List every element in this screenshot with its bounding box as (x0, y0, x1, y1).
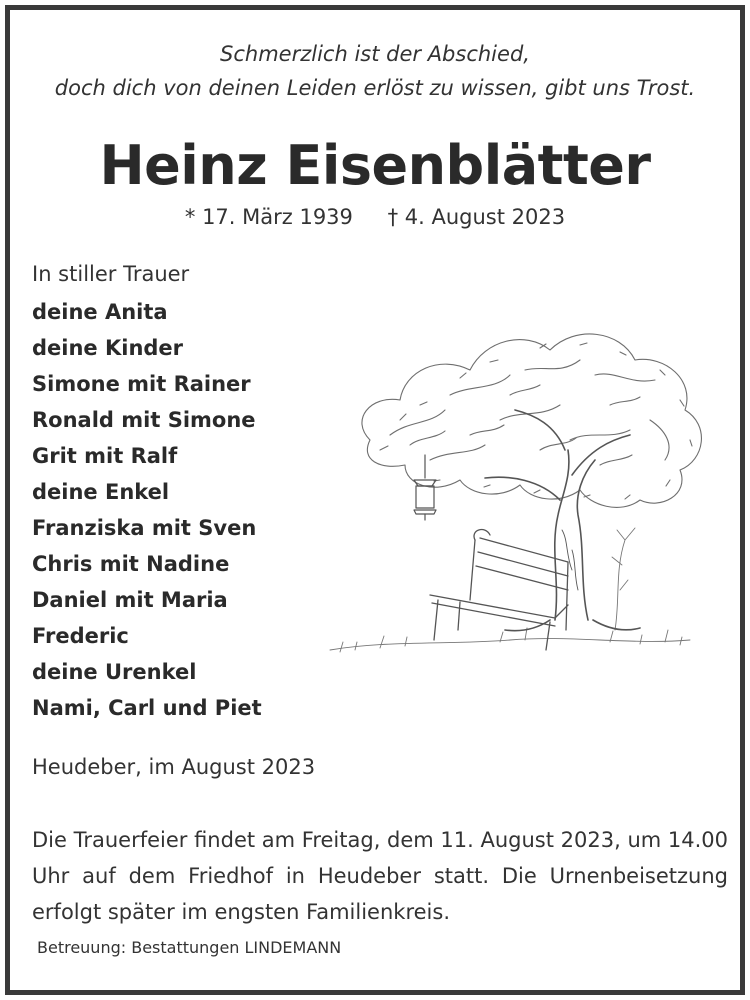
mourner-item: Grit mit Ralf (32, 444, 178, 468)
mourning-intro: In stiller Trauer (32, 262, 190, 286)
life-dates (10, 203, 740, 231)
mourner-item: deine Urenkel (32, 660, 197, 684)
motto-line-1: Schmerzlich ist der Abschied, (220, 42, 530, 66)
mourner-item: Franziska mit Sven (32, 516, 257, 540)
funeral-home: Betreuung: Bestattungen LINDEMANN (37, 938, 342, 957)
birth-date: * 17. März 1939 (184, 205, 353, 229)
ceremony-info: Die Trauerfeier findet am Freitag, dem 11. August 2023, um 14.00 Uhr auf dem Friedhof in Heudeber statt. Die Urnenbeisetzung erfolgt später im engsten Familienkreis. (32, 828, 729, 924)
motto-line-2: doch dich von deinen Leiden erlöst zu wissen, gibt uns Trost. (54, 76, 696, 100)
mourner-item: Ronald mit Simone (32, 408, 256, 432)
mourner-item: Simone mit Rainer (32, 372, 251, 396)
obituary-frame (5, 5, 745, 995)
mourner-item: Daniel mit Maria (32, 588, 228, 612)
deceased-name: Heinz Eisenblätter (99, 134, 651, 197)
mourner-item: deine Kinder (32, 336, 184, 360)
tree-bench-lantern-icon (310, 300, 720, 680)
tree-trunk (485, 410, 640, 631)
mourner-item: Nami, Carl und Piet (32, 696, 262, 720)
tree-canopy (362, 334, 701, 507)
mourner-item: deine Anita (32, 300, 168, 324)
mourner-item: Chris mit Nadine (32, 552, 230, 576)
motto (10, 37, 740, 105)
mourner-item: Frederic (32, 624, 129, 648)
mourners-list (32, 294, 262, 726)
bench (430, 530, 568, 650)
mourner-item: deine Enkel (32, 480, 170, 504)
place-and-date: Heudeber, im August 2023 (32, 755, 316, 779)
death-date: † 4. August 2023 (387, 205, 566, 229)
